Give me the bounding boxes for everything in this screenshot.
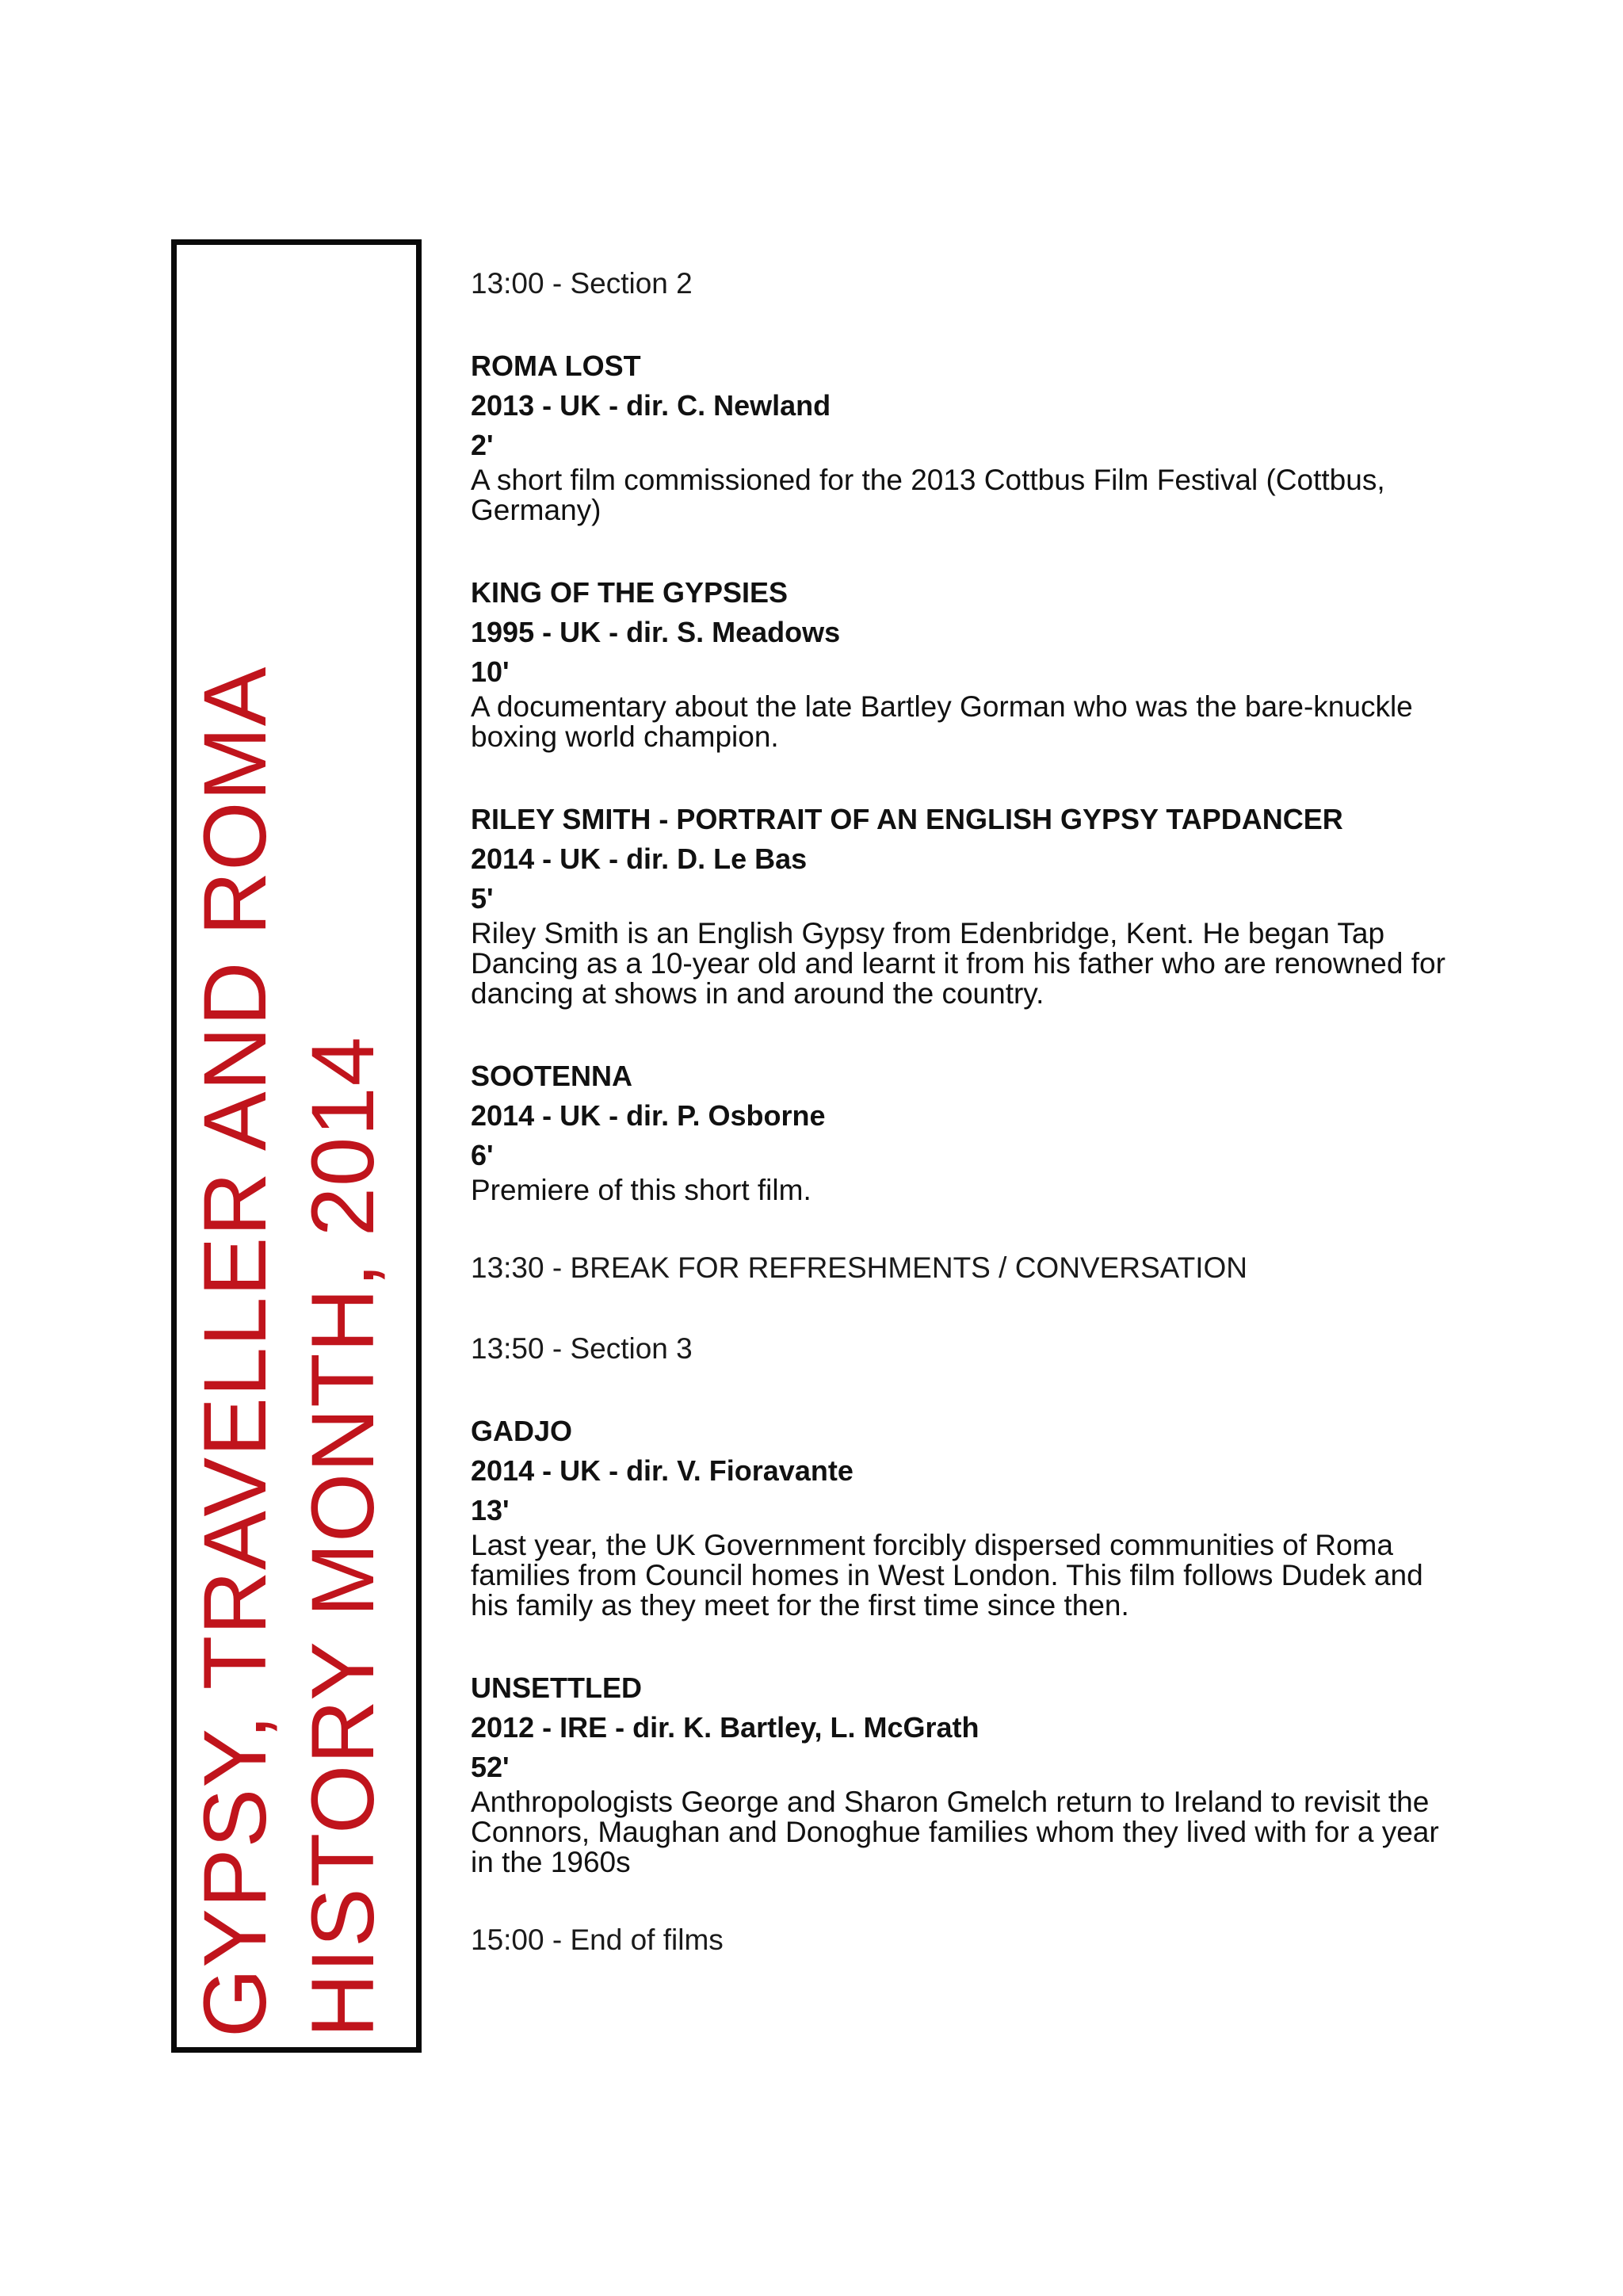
film-entry: [471, 573, 1461, 752]
end-time: 15:00 - End of films: [471, 1924, 724, 1956]
film-description: A documentary about the late Bartley Gorman who was the bare-knuckle boxing world champion.: [471, 690, 1413, 753]
film-description: A short film commissioned for the 2013 Cottbus Film Festival (Cottbus, Germany): [471, 464, 1385, 526]
film-meta: 2014 - UK - dir. P. Osborne: [471, 1099, 826, 1132]
film-meta: 2014 - UK - dir. D. Le Bas: [471, 842, 808, 875]
film-duration: 5': [471, 882, 494, 915]
film-title: SOOTENNA: [471, 1060, 633, 1092]
sidebar-title-rotated: [181, 239, 421, 2038]
sidebar-title-box: [171, 239, 422, 2053]
film-entry: [471, 800, 1461, 1009]
film-description: Riley Smith is an English Gypsy from Edenbridge, Kent. He began Tap Dancing as a 10-year old and learnt it from his father who are renowned for dancing at shows in and around the country.: [471, 917, 1445, 1010]
film-meta: 2013 - UK - dir. C. Newland: [471, 389, 831, 422]
program-listing: [471, 266, 1461, 1958]
film-meta: 2012 - IRE - dir. K. Bartley, L. McGrath: [471, 1711, 980, 1744]
film-description: Premiere of this short film.: [471, 1174, 812, 1206]
sidebar-title-line-2: HISTORY MONTH, 2014: [293, 1036, 392, 2038]
film-meta: 1995 - UK - dir. S. Meadows: [471, 616, 841, 648]
section-2-time: 13:00 - Section 2: [471, 267, 693, 300]
film-description: Last year, the UK Government forcibly dispersed communities of Roma families from Council homes in West London. This film follows Dudek and his family as they meet for the first time since then.: [471, 1529, 1423, 1622]
film-title: GADJO: [471, 1415, 573, 1447]
film-duration: 6': [471, 1139, 494, 1171]
film-title: RILEY SMITH - PORTRAIT OF AN ENGLISH GYPSY TAPDANCER: [471, 803, 1343, 835]
film-duration: 2': [471, 429, 494, 461]
film-meta: 2014 - UK - dir. V. Fioravante: [471, 1454, 854, 1487]
film-description: Anthropologists George and Sharon Gmelch return to Ireland to revisit the Connors, Maughan and Donoghue families whom they lived with for a year in the 1960s: [471, 1786, 1439, 1878]
film-entry: [471, 1412, 1461, 1621]
film-title: KING OF THE GYPSIES: [471, 576, 789, 609]
film-duration: 52': [471, 1751, 510, 1783]
break-time: 13:30 - BREAK FOR REFRESHMENTS / CONVERSATION: [471, 1251, 1247, 1284]
film-entry: [471, 346, 1461, 525]
film-duration: 13': [471, 1494, 510, 1526]
film-duration: 10': [471, 655, 510, 688]
section-3-time: 13:50 - Section 3: [471, 1332, 693, 1365]
sidebar-title-line-1: GYPSY, TRAVELLER AND ROMA: [185, 666, 285, 2038]
film-title: ROMA LOST: [471, 350, 641, 382]
film-entry: [471, 1668, 1461, 1878]
film-entry: [471, 1056, 1461, 1205]
film-title: UNSETTLED: [471, 1671, 642, 1704]
